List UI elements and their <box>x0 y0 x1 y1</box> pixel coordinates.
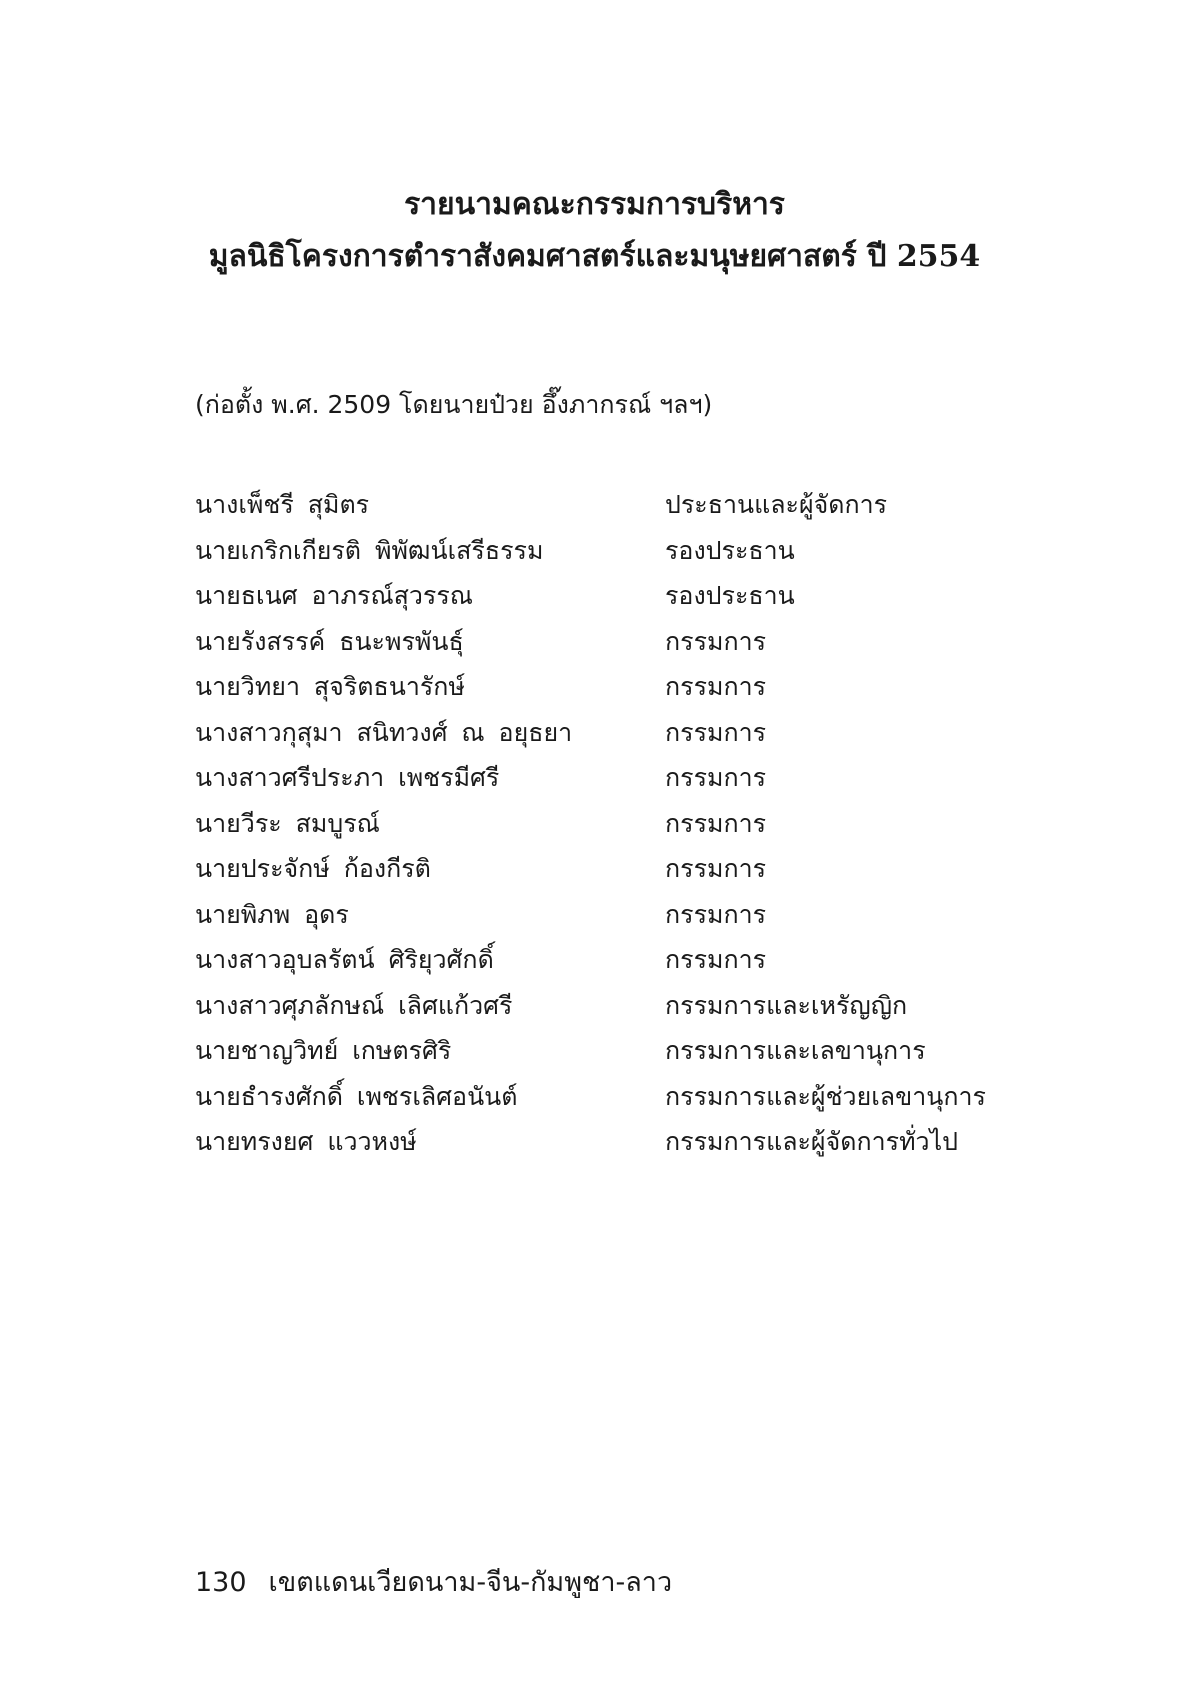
member-name: นางสาวอุบลรัตน์ ศิริยุวศักดิ์ <box>195 945 494 974</box>
committee-member-row <box>195 846 1015 892</box>
founded-note: (ก่อตั้ง พ.ศ. 2509 โดยนายป๋วย อึ๊งภากรณ์ ฯลฯ) <box>195 390 713 419</box>
member-role: กรรมการและผู้จัดการทั่วไป <box>665 1127 959 1156</box>
member-role: กรรมการ <box>665 717 767 747</box>
member-name: นายทรงยศ แววหงษ์ <box>195 1127 417 1156</box>
member-name: นายวิทยา สุจริตธนารักษ์ <box>195 672 465 701</box>
committee-list <box>195 482 1015 1165</box>
committee-member-row <box>195 983 1015 1029</box>
committee-member-row <box>195 573 1015 619</box>
member-role: กรรมการและเลขานุการ <box>665 1036 926 1065</box>
member-name: นายวีระ สมบูรณ์ <box>195 808 380 838</box>
member-name: นางสาวศรีประภา เพชรมีศรี <box>195 763 500 792</box>
member-name: นายรังสรรค์ ธนะพรพันธุ์ <box>195 626 464 656</box>
member-role: กรรมการและผู้ช่วยเลขานุการ <box>665 1081 986 1111</box>
member-role: กรรมการ <box>665 899 767 929</box>
member-name: นายธเนศ อาภรณ์สุวรรณ <box>195 581 473 610</box>
member-role: กรรมการและเหรัญญิก <box>665 990 908 1020</box>
member-role: กรรมการ <box>665 672 767 701</box>
committee-member-row <box>195 710 1015 756</box>
page-subtitle: มูลนิธิโครงการตำราสังคมศาสตร์และมนุษยศาสตร์ ปี 2554 <box>208 239 981 274</box>
member-role: ประธานและผู้จัดการ <box>665 490 888 519</box>
member-name: นายประจักษ์ ก้องกีรติ <box>195 854 431 883</box>
committee-member-row <box>195 528 1015 574</box>
page-footer <box>195 1560 672 1603</box>
committee-member-row <box>195 801 1015 847</box>
member-role: รองประธาน <box>665 581 795 610</box>
member-name: นายเกริกเกียรติ พิพัฒน์เสรีธรรม <box>195 535 544 565</box>
page-title: รายนามคณะกรรมการบริหาร <box>404 187 785 222</box>
committee-member-row <box>195 482 1015 528</box>
member-name: นางเพ็ชรี สุมิตร <box>195 490 370 519</box>
committee-member-row <box>195 892 1015 938</box>
member-role: กรรมการ <box>665 854 767 883</box>
member-role: รองประธาน <box>665 535 795 565</box>
member-name: นายพิภพ อุดร <box>195 899 349 929</box>
member-role: กรรมการ <box>665 808 767 838</box>
page-number: 130 <box>195 1567 247 1598</box>
member-role: กรรมการ <box>665 945 767 974</box>
committee-member-row <box>195 1119 1015 1165</box>
member-name: นายชาญวิทย์ เกษตรศิริ <box>195 1036 452 1065</box>
committee-member-row <box>195 664 1015 710</box>
committee-member-row <box>195 755 1015 801</box>
member-role: กรรมการ <box>665 763 767 792</box>
member-name: นางสาวศุภลักษณ์ เลิศแก้วศรี <box>195 990 513 1020</box>
running-footer-title: เขตแดนเวียดนาม-จีน-กัมพูชา-ลาว <box>268 1567 673 1598</box>
committee-member-row <box>195 937 1015 983</box>
member-role: กรรมการ <box>665 626 767 656</box>
committee-member-row <box>195 619 1015 665</box>
committee-member-row <box>195 1028 1015 1074</box>
committee-member-row <box>195 1074 1015 1120</box>
member-name: นางสาวกุสุมา สนิทวงศ์ ณ อยุธยา <box>195 717 573 747</box>
member-name: นายธำรงศักดิ์ เพชรเลิศอนันต์ <box>195 1081 518 1111</box>
